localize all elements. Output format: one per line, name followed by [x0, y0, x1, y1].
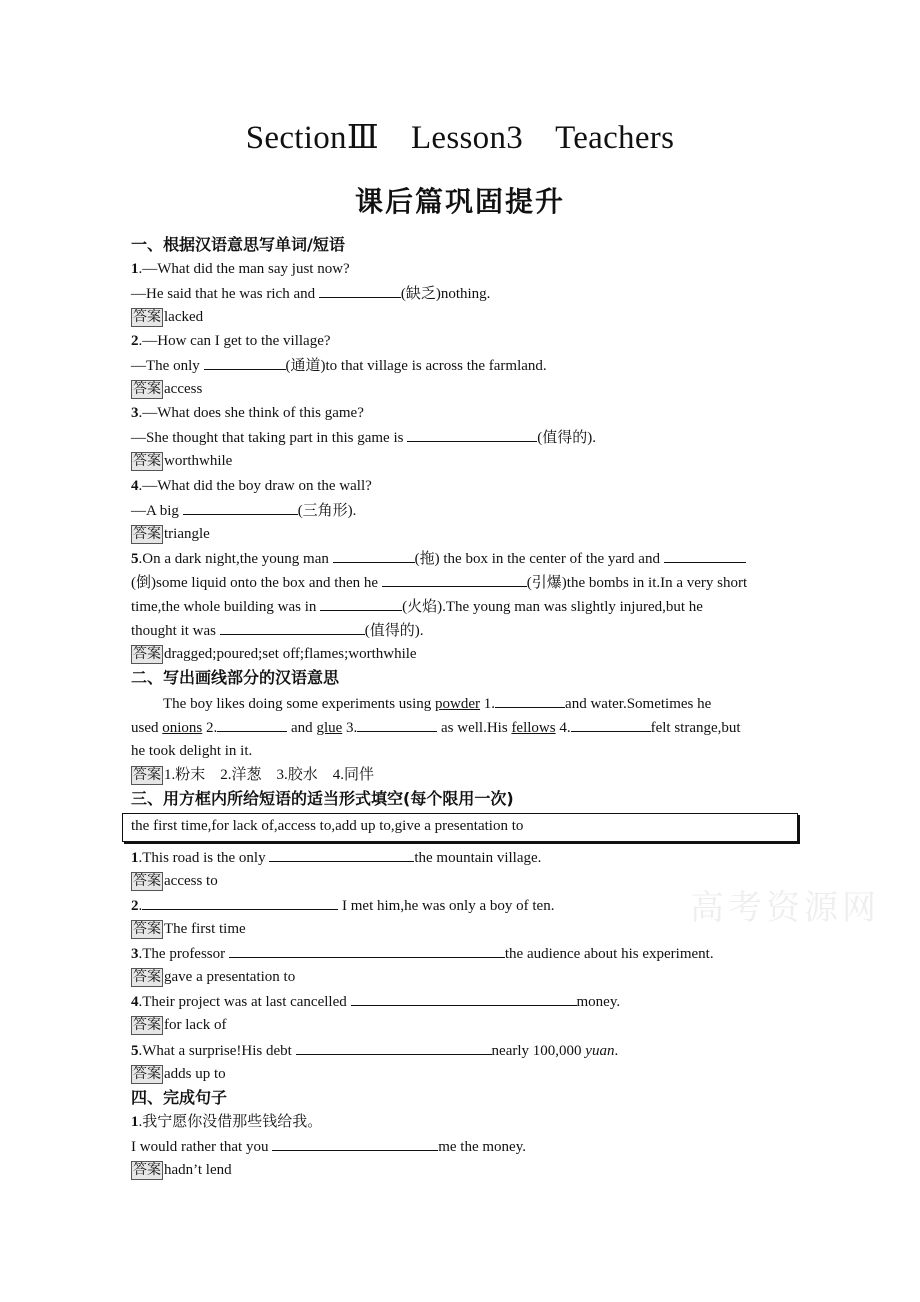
s3-question-4: 4.Their project was at last cancelled money. — [131, 991, 620, 1012]
question-3-prompt: 3.—What does she think of this game? — [131, 405, 364, 421]
s3-question-4-answer: 答案 for lack of — [133, 1017, 227, 1033]
question-5-answer: 答案 dragged;poured;set off;flames;worthwhile — [133, 646, 417, 662]
page-subtitle: 课后篇巩固提升 — [354, 185, 565, 218]
passage-line2: used onions 2. and glue 3. as well.His fellows 4. felt strange,but — [131, 717, 741, 738]
s3-question-2: 2. I met him,he was only a boy of ten. — [131, 895, 554, 916]
watermark: 高考资源网 — [690, 888, 880, 928]
answer-blank[interactable] — [269, 847, 414, 862]
s4-question-1-sentence: I would rather that you me the money. — [131, 1136, 526, 1157]
question-1-answer: 答案 lacked — [133, 309, 204, 325]
answer-tag: 答案 — [133, 646, 161, 662]
section2-heading: 二、写出画线部分的汉语意思 — [131, 668, 340, 687]
section2-answer: 答案 1.粉末 2.洋葱 3.胶水 4.同伴 — [133, 767, 375, 783]
answer-tag: 答案 — [133, 921, 161, 937]
question-4-prompt: 4.—What did the boy draw on the wall? — [131, 478, 372, 494]
question-1-prompt: 1.—What did the man say just now? — [131, 261, 350, 277]
answer-blank[interactable] — [333, 548, 415, 563]
s3-question-5: 5.What a surprise!His debt nearly 100,000 yuan. — [131, 1040, 618, 1061]
answer-blank[interactable] — [357, 717, 437, 732]
passage-line3: he took delight in it. — [131, 743, 253, 759]
answer-tag: 答案 — [133, 526, 161, 542]
s4-question-1-answer: 答案 hadn’t lend — [133, 1162, 232, 1178]
question-2-prompt: 2.—How can I get to the village? — [131, 333, 331, 349]
section4-heading: 四、完成句子 — [131, 1088, 228, 1107]
section3-heading: 三、用方框内所给短语的适当形式填空(每个限用一次) — [131, 789, 514, 808]
answer-blank[interactable] — [217, 717, 287, 732]
answer-tag: 答案 — [133, 1162, 161, 1178]
question-3-sentence: —She thought that taking part in this game is (值得的). — [131, 427, 596, 448]
question-4-sentence: —A big (三角形). — [131, 500, 356, 521]
answer-tag: 答案 — [133, 1017, 161, 1033]
answer-blank[interactable] — [382, 572, 527, 587]
passage-line1: The boy likes doing some experiments using powder 1. and water.Sometimes he — [163, 693, 711, 714]
s3-question-3-answer: 答案 gave a presentation to — [133, 969, 296, 985]
answer-tag: 答案 — [133, 309, 161, 325]
answer-tag: 答案 — [133, 1066, 161, 1082]
s3-question-1-answer: 答案 access to — [133, 873, 218, 889]
answer-blank[interactable] — [220, 620, 365, 635]
s3-question-3: 3.The professor the audience about his experiment. — [131, 943, 714, 964]
answer-blank[interactable] — [142, 895, 338, 910]
answer-blank[interactable] — [272, 1136, 438, 1151]
section1-heading: 一、根据汉语意思写单词/短语 — [131, 235, 345, 254]
question-5-line1: 5.On a dark night,the young man (拖) the box in the center of the yard and — [131, 548, 746, 569]
answer-blank[interactable] — [204, 355, 286, 370]
answer-tag: 答案 — [133, 453, 161, 469]
question-3-answer: 答案 worthwhile — [133, 453, 233, 469]
answer-tag: 答案 — [133, 381, 161, 397]
question-5-line2: (倒)some liquid onto the box and then he (引爆)the bombs in it.In a very short — [131, 572, 747, 593]
answer-tag: 答案 — [133, 767, 161, 783]
answer-blank[interactable] — [229, 943, 505, 958]
question-1-sentence: —He said that he was rich and (缺乏)nothing. — [131, 283, 490, 304]
phrase-box: the first time,for lack of,access to,add up to,give a presentation to — [122, 813, 798, 842]
answer-blank[interactable] — [407, 427, 537, 442]
answer-blank[interactable] — [571, 717, 651, 732]
page-title: SectionⅢ Lesson3 Teachers — [245, 120, 675, 156]
answer-tag: 答案 — [133, 969, 161, 985]
s3-question-1: 1.This road is the only the mountain village. — [131, 847, 541, 868]
question-5-line4: thought it was (值得的). — [131, 620, 424, 641]
answer-blank[interactable] — [320, 596, 402, 611]
s3-question-2-answer: 答案 The first time — [133, 921, 246, 937]
answer-blank[interactable] — [319, 283, 401, 298]
answer-blank[interactable] — [495, 693, 565, 708]
s4-question-1-chinese: 1.我宁愿你没借那些钱给我。 — [131, 1114, 323, 1130]
answer-blank[interactable] — [351, 991, 577, 1006]
question-2-sentence: —The only (通道)to that village is across the farmland. — [131, 355, 547, 376]
answer-tag: 答案 — [133, 873, 161, 889]
answer-blank[interactable] — [183, 500, 298, 515]
question-4-answer: 答案 triangle — [133, 526, 210, 542]
answer-blank[interactable] — [664, 548, 746, 563]
answer-blank[interactable] — [296, 1040, 492, 1055]
question-5-line3: time,the whole building was in (火焰).The young man was slightly injured,but he — [131, 596, 703, 617]
question-2-answer: 答案 access — [133, 381, 203, 397]
s3-question-5-answer: 答案 adds up to — [133, 1066, 226, 1082]
